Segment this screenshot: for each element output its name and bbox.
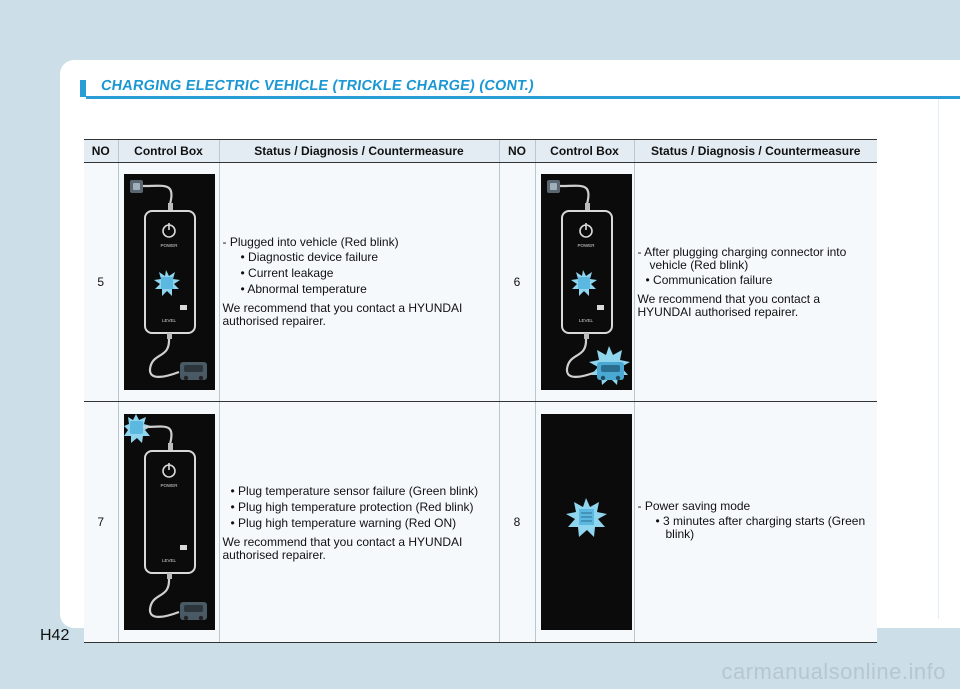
svg-text:POWER: POWER [159, 483, 178, 488]
list-item: • Plug temperature sensor failure (Green blink) [230, 483, 479, 498]
page-title: CHARGING ELECTRIC VEHICLE (TRICKLE CHARGE) (CONT.) [99, 78, 536, 94]
status-lead: - Plugged into vehicle (Red blink) [222, 235, 399, 249]
table-row [84, 402, 877, 643]
status-lead: - Power saving mode [637, 498, 751, 513]
watermark: carmanualsonline.info [721, 659, 946, 684]
row-number: 7 [84, 402, 118, 643]
title-underline [86, 96, 960, 99]
control-box-cell [118, 402, 219, 643]
status-table [84, 139, 877, 643]
row-number: 8 [499, 402, 535, 643]
list-item: • Diagnostic device failure [240, 250, 379, 264]
list-item: • Communication failure [645, 272, 773, 287]
page-edge-line [938, 99, 939, 619]
column-header-no: NO [84, 140, 118, 163]
control-box-plug-temperature-illustration [124, 414, 215, 630]
title-accent-bar [80, 80, 86, 97]
column-header-no: NO [499, 140, 535, 163]
list-item: • Plug high temperature warning (Red ON) [230, 515, 457, 530]
column-header-status: Status / Diagnosis / Countermeasure [634, 140, 877, 163]
list-item: • 3 minutes after charging starts (Green blink) [655, 513, 866, 541]
control-box-power-saving-illustration [541, 414, 632, 630]
svg-text:LEVEL: LEVEL [578, 318, 593, 323]
control-box-communication-failure-illustration [541, 174, 632, 390]
recommendation-text: We recommend that you contact a HYUNDAI authorised repairer. [222, 301, 463, 328]
status-description [634, 163, 877, 402]
column-header-control-box: Control Box [535, 140, 634, 163]
row-number: 6 [499, 163, 535, 402]
status-description [219, 402, 499, 643]
svg-text:POWER: POWER [159, 243, 178, 248]
page-number: H42 [40, 627, 70, 644]
column-header-status: Status / Diagnosis / Countermeasure [219, 140, 499, 163]
svg-text:LEVEL: LEVEL [161, 558, 176, 563]
control-box-red-blink-illustration [124, 174, 215, 390]
row-number: 5 [84, 163, 118, 402]
list-item: • Abnormal temperature [240, 282, 367, 296]
status-description [634, 402, 877, 643]
svg-text:LEVEL: LEVEL [161, 318, 176, 323]
control-box-cell [535, 163, 634, 402]
control-box-cell [118, 163, 219, 402]
list-item: • Plug high temperature protection (Red blink) [230, 499, 474, 514]
list-item: • Current leakage [240, 266, 334, 280]
wall-plug-icon [130, 421, 143, 434]
control-box-cell [535, 402, 634, 643]
column-header-control-box: Control Box [118, 140, 219, 163]
status-lead: - After plugging charging connector into vehicle (Red blink) [637, 244, 847, 272]
recommendation-text: We recommend that you contact a HYUNDAI authorised repairer. [222, 534, 463, 562]
recommendation-text: We recommend that you contact a HYUNDAI authorised repairer. [637, 291, 821, 319]
svg-text:POWER: POWER [576, 243, 595, 248]
table-header-row [84, 140, 877, 163]
status-description [219, 163, 499, 402]
table-row [84, 163, 877, 402]
